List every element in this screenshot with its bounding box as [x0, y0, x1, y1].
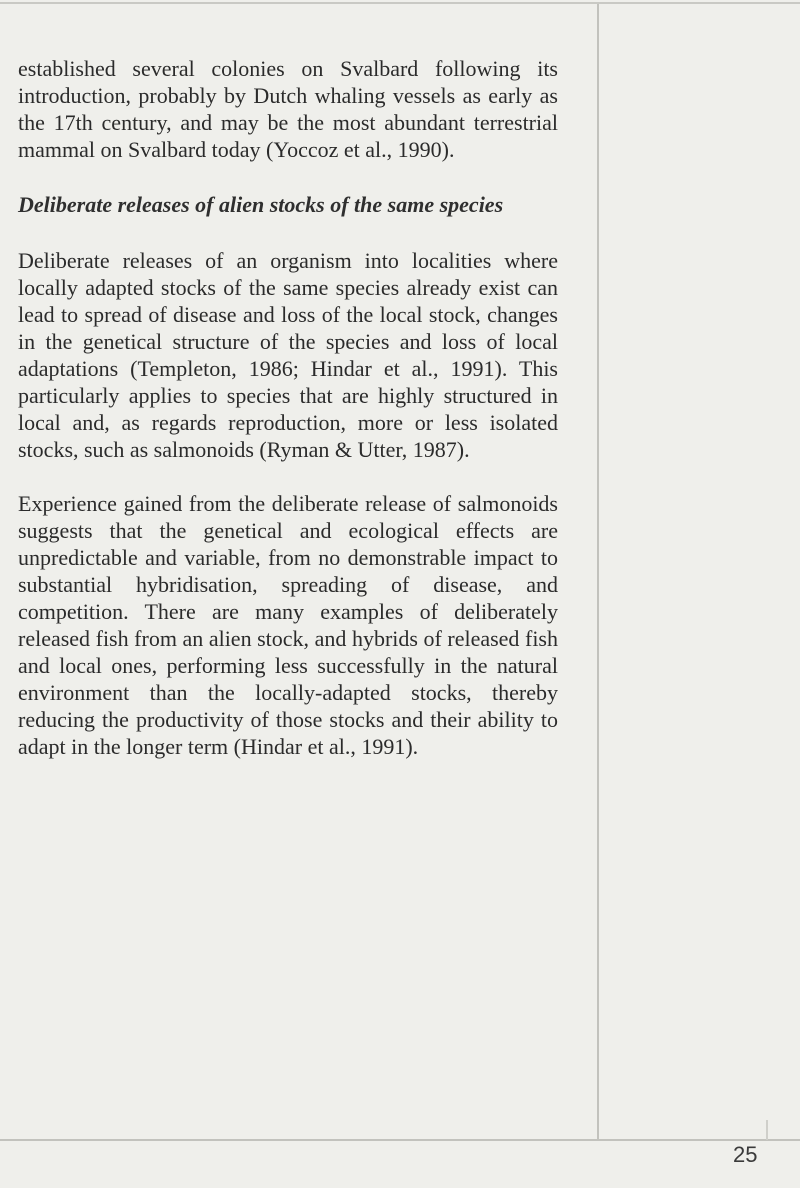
page-number: 25	[733, 1142, 758, 1167]
section-heading: Deliberate releases of alien stocks of the same species	[18, 192, 504, 217]
paragraph-intro: established several colonies on Svalbard following its introduction, probably by Dutch whaling vessels as early as the 17th century, and may be the most abundant terrestrial mammal on Svalbard today (Yoccoz et al., 1990).	[18, 56, 558, 162]
paragraph-deliberate-releases: Deliberate releases of an organism into localities where locally adapted stocks of the same species already exist can lead to spread of disease and loss of the local stock, changes in the genetical structure of the species and loss of local adaptations (Templeton, 1986; Hindar et al., 1991). This particularly applies to species that are highly structured in local and, as regards reproduction, more or less isolated stocks, such as salmonoids (Ryman & Utter, 1987).	[18, 248, 558, 462]
bottom-rule	[0, 1139, 800, 1141]
margin-rule	[597, 4, 599, 1140]
text-column	[18, 55, 558, 760]
paragraph-experience: Experience gained from the deliberate release of salmonoids suggests that the genetical and ecological effects are unpredictable and variable, from no demonstrable impact to substantial hybridisation, spreading of disease, and competition. There are many examples of deliberately released fish from an alien stock, and hybrids of released fish and local ones, performing less successfully in the natural environment than the locally-adapted stocks, thereby reducing the productivity of those stocks and their ability to adapt in the longer term (Hindar et al., 1991).	[18, 491, 558, 759]
corner-rule	[766, 1120, 768, 1140]
top-rule	[0, 2, 800, 4]
